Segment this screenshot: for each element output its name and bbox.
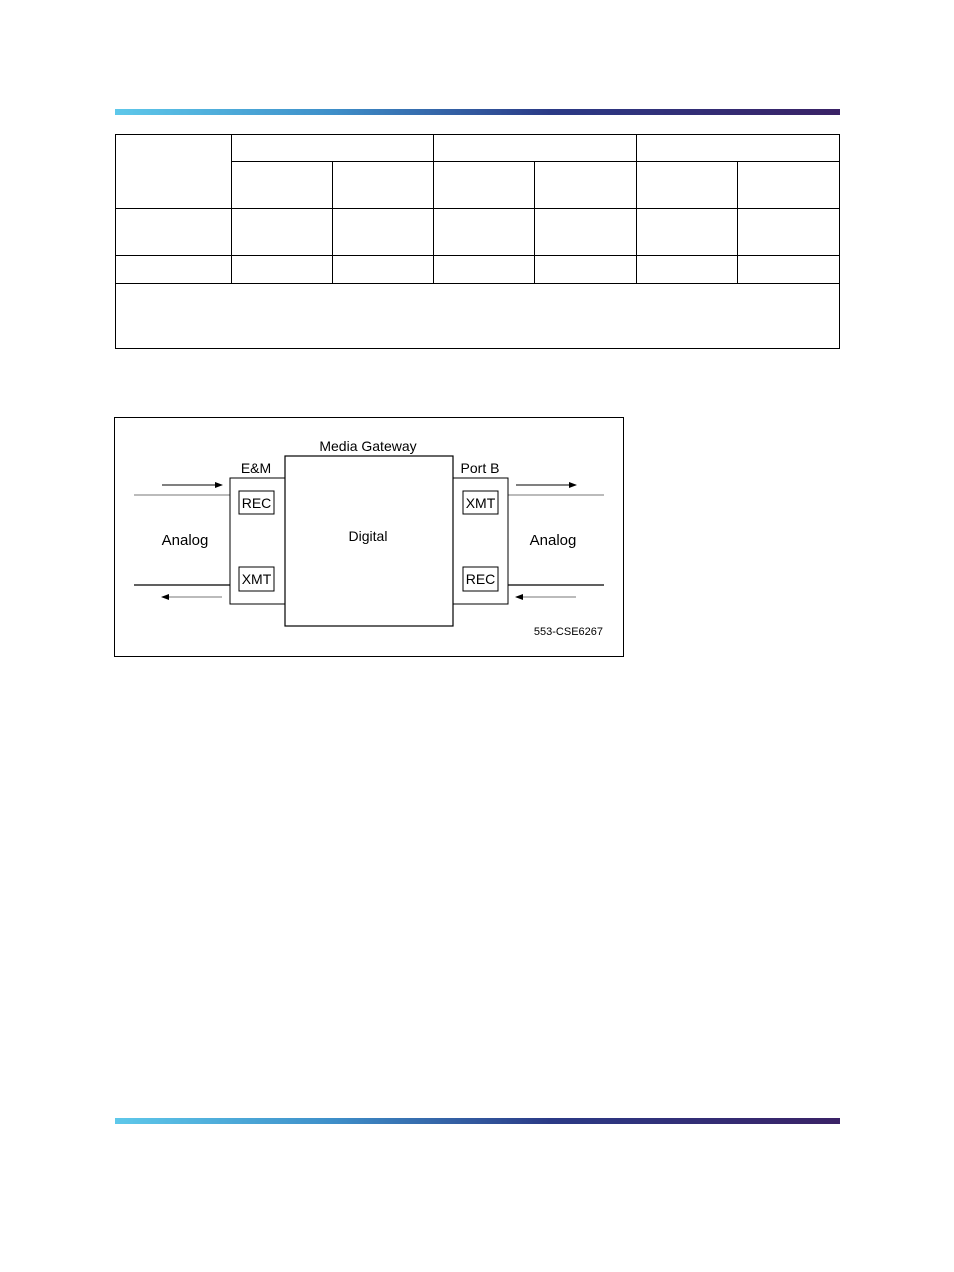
left-port-label: E&M — [240, 460, 272, 476]
right-port-label: Port B — [460, 460, 500, 476]
table-cell — [637, 256, 738, 284]
table-cell — [333, 209, 434, 256]
table-cell — [535, 162, 637, 209]
table-cell — [637, 135, 840, 162]
table-cell — [434, 256, 535, 284]
table-cell — [637, 162, 738, 209]
table-cell — [637, 209, 738, 256]
left-signal-label: Analog — [161, 532, 209, 549]
table-cell — [535, 209, 637, 256]
table-row — [116, 284, 840, 349]
table-cell — [232, 135, 434, 162]
left-xmt-label: XMT — [241, 571, 272, 587]
table-cell — [434, 135, 637, 162]
empty-table — [115, 134, 840, 349]
figure-id: 553-CSE6267 — [533, 626, 603, 638]
table-cell — [232, 209, 333, 256]
left-rec-label: REC — [241, 495, 272, 511]
table-cell — [232, 256, 333, 284]
table-note-cell — [116, 284, 840, 349]
table-row — [116, 209, 840, 256]
table-cell — [738, 209, 840, 256]
media-gateway-figure — [114, 417, 624, 657]
table-cell — [116, 209, 232, 256]
table-cell — [434, 209, 535, 256]
table-cell — [535, 256, 637, 284]
table-cell — [738, 256, 840, 284]
table-row — [116, 256, 840, 284]
table-cell — [738, 162, 840, 209]
right-xmt-label: XMT — [465, 495, 496, 511]
gateway-label: Media Gateway — [319, 438, 417, 454]
right-rec-label: REC — [465, 571, 496, 587]
table-cell — [116, 135, 232, 209]
table-cell — [232, 162, 333, 209]
header-rule — [115, 109, 840, 115]
table-cell — [434, 162, 535, 209]
table-row — [116, 135, 840, 162]
footer-rule — [115, 1118, 840, 1124]
table-cell — [333, 162, 434, 209]
center-label: Digital — [348, 528, 388, 544]
table-cell — [116, 256, 232, 284]
table-cell — [333, 256, 434, 284]
right-signal-label: Analog — [529, 532, 577, 549]
